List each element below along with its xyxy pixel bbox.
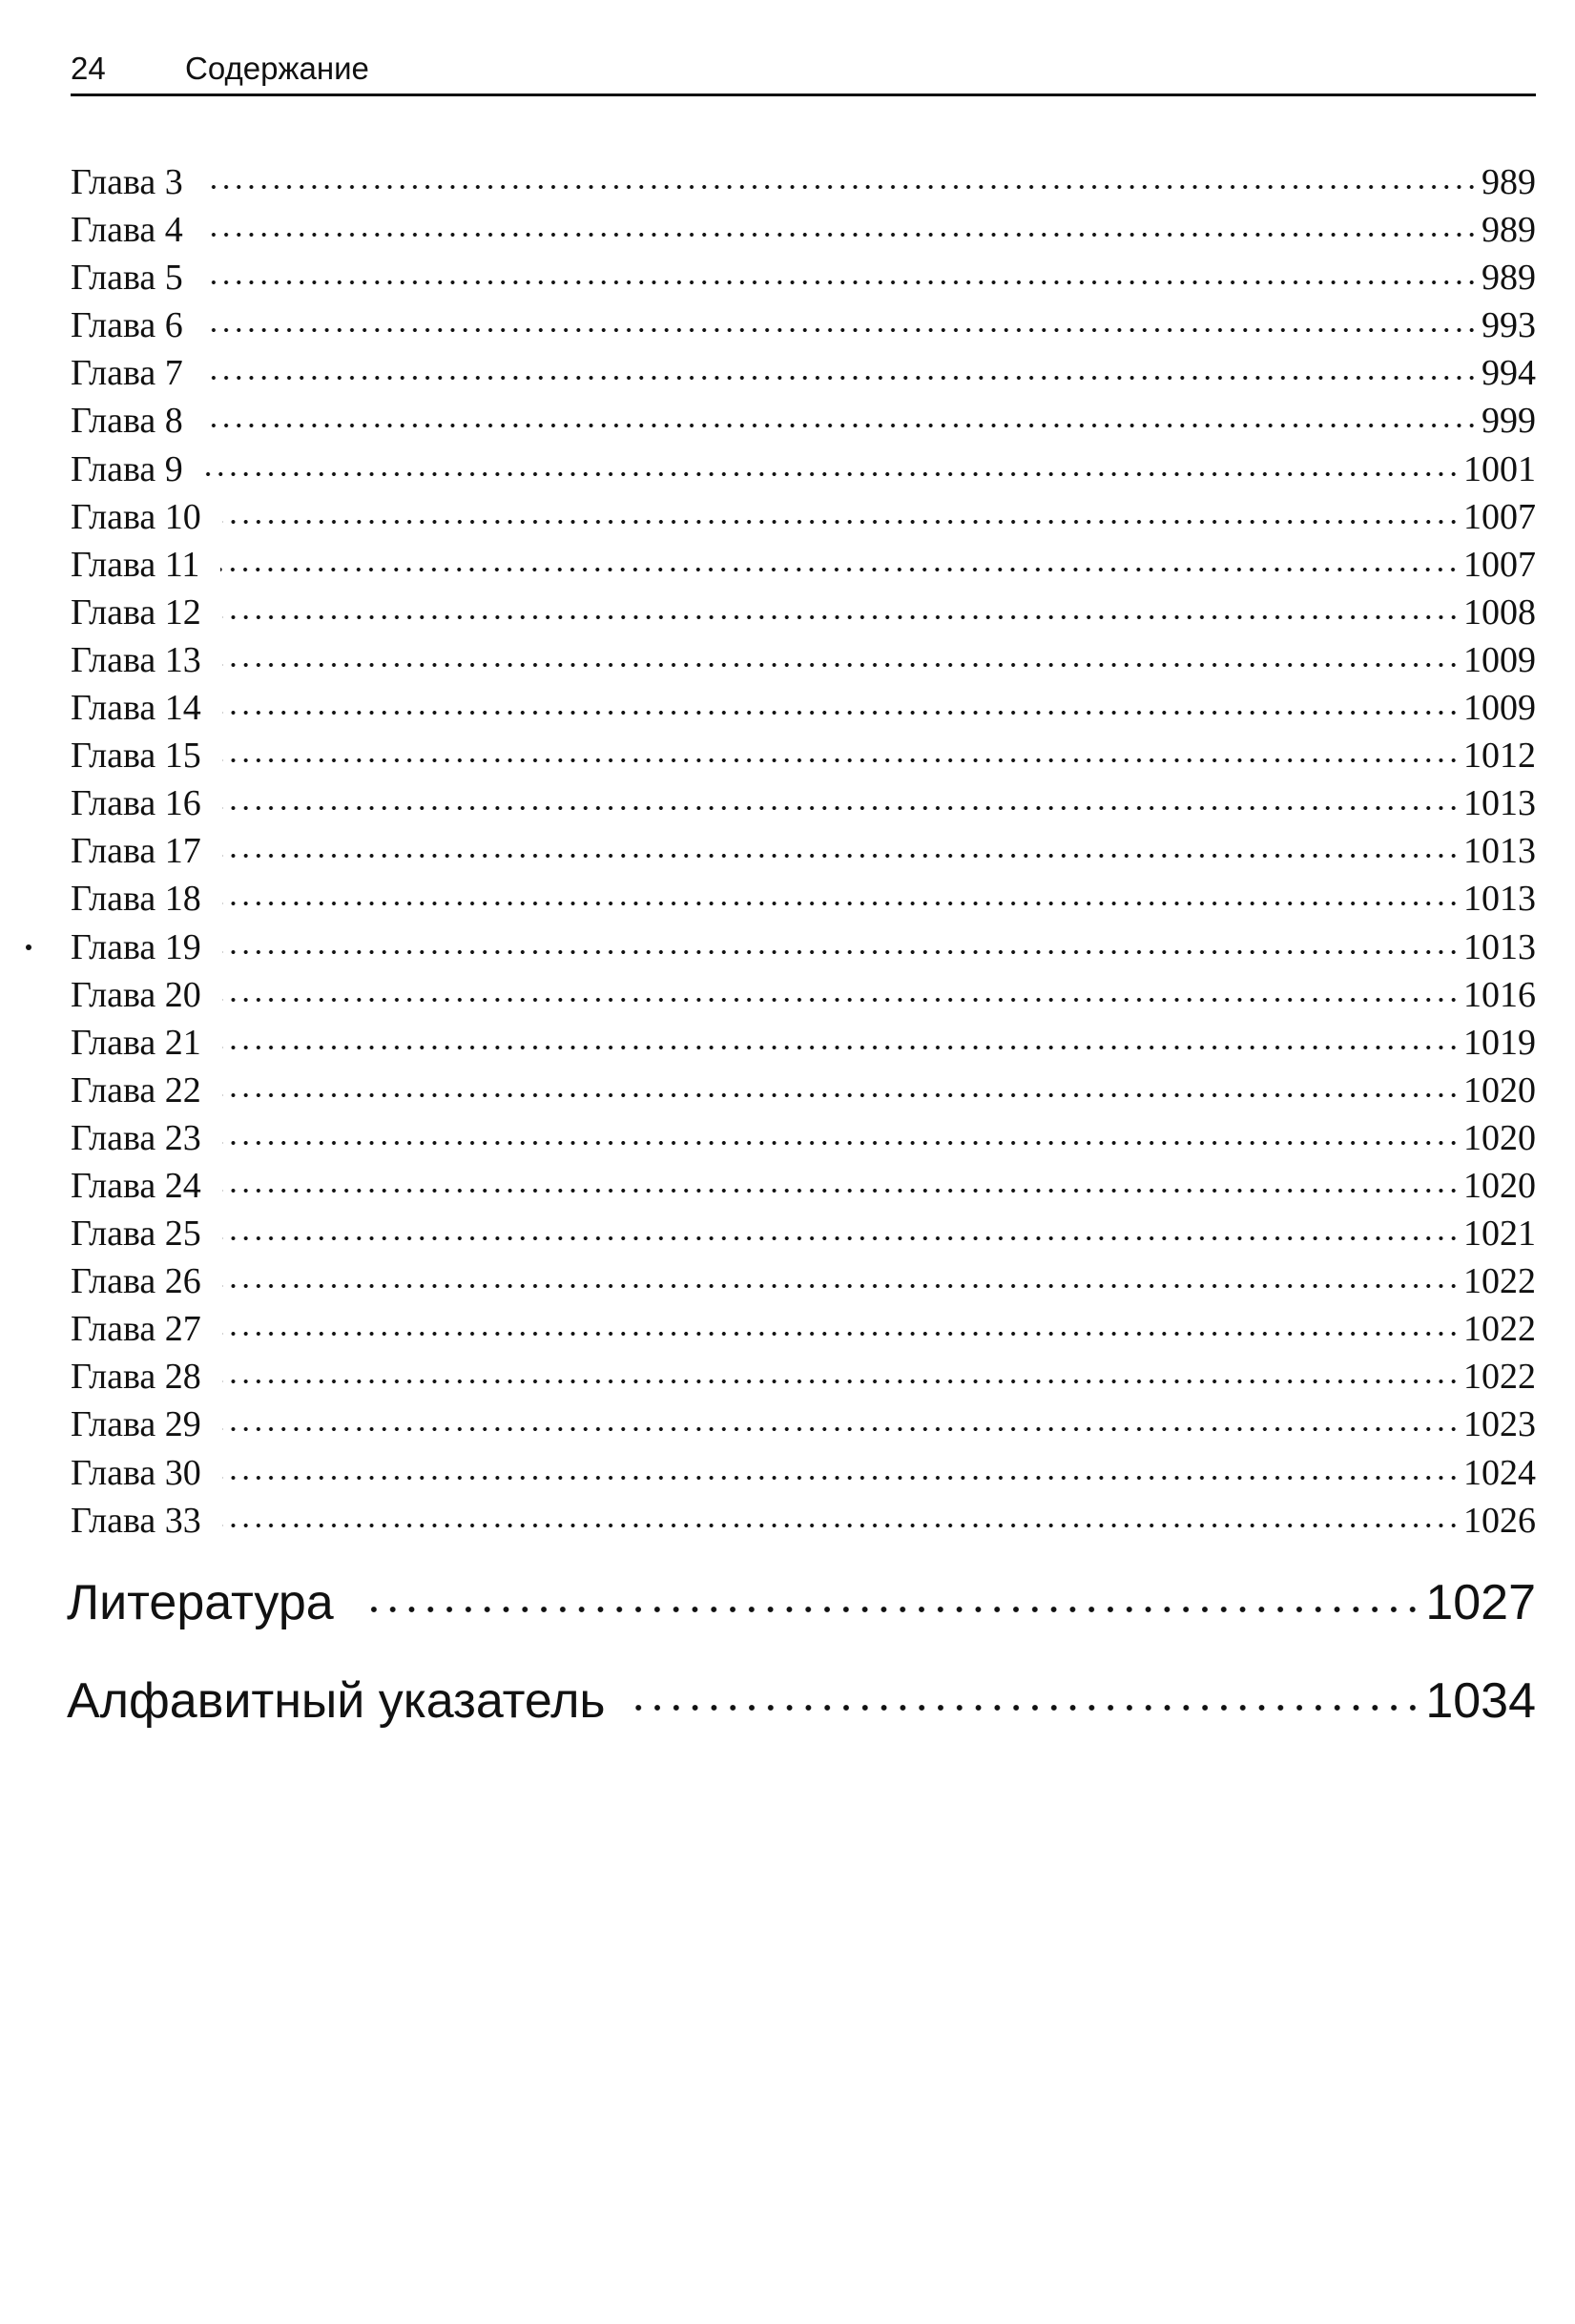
toc-entry-page: 1027	[1425, 1575, 1536, 1630]
toc-entry-page: 1013	[1463, 926, 1536, 967]
toc-entry-chapter[interactable]	[71, 397, 1536, 445]
toc-entry-page: 1007	[1463, 496, 1536, 537]
toc-entry-chapter[interactable]	[71, 254, 1536, 301]
toc-entry-label: Литература	[67, 1575, 334, 1630]
dot-leader	[222, 806, 1460, 810]
toc-entry-chapter[interactable]	[71, 875, 1536, 923]
toc-entry-label: Глава 19	[71, 926, 201, 967]
toc-entry-label: Глава 5	[71, 258, 183, 299]
toc-entry-page: 1024	[1463, 1452, 1536, 1493]
toc-entry-page: 1020	[1463, 1117, 1536, 1158]
toc-entry-label: Глава 28	[71, 1357, 201, 1398]
toc-entry-chapter[interactable]	[71, 1019, 1536, 1067]
dot-leader	[204, 185, 1478, 189]
toc-entry-page: 1019	[1463, 1022, 1536, 1063]
toc-entry-label: Глава 17	[71, 831, 201, 872]
toc-entry-page: 1013	[1463, 783, 1536, 824]
toc-entry-page: 993	[1482, 305, 1536, 346]
dot-leader	[222, 711, 1460, 715]
toc-entry-label: Глава 12	[71, 591, 201, 633]
toc-entry-chapter[interactable]	[71, 1210, 1536, 1257]
dot-leader	[222, 902, 1460, 905]
dot-leader	[222, 1476, 1460, 1480]
toc-entry-page: 1020	[1463, 1069, 1536, 1110]
dot-leader	[222, 1236, 1460, 1240]
toc-entry-page: 1022	[1463, 1309, 1536, 1350]
toc-entry-chapter[interactable]	[71, 971, 1536, 1019]
toc-entry-label: Глава 13	[71, 639, 201, 680]
toc-entry-page: 989	[1482, 258, 1536, 299]
toc-entry-chapter[interactable]	[71, 1401, 1536, 1448]
toc-entry-label: Глава 10	[71, 496, 201, 537]
toc-entry-page: 1026	[1463, 1500, 1536, 1541]
dot-leader	[222, 1284, 1460, 1288]
toc-entry-label: Алфавитный указатель	[67, 1673, 606, 1729]
toc-entry-chapter[interactable]	[71, 493, 1536, 541]
toc-entry-chapter[interactable]	[71, 827, 1536, 875]
dot-leader	[204, 233, 1478, 237]
dot-leader	[222, 950, 1460, 954]
toc-entry-page: 1001	[1463, 448, 1536, 489]
toc-entry-page: 1012	[1463, 736, 1536, 777]
toc-entry-literature[interactable]	[67, 1565, 1536, 1641]
dot-leader	[634, 1705, 1422, 1711]
dot-leader	[222, 1524, 1460, 1527]
toc-entry-chapter[interactable]	[71, 541, 1536, 589]
toc-entry-chapter[interactable]	[71, 1497, 1536, 1545]
toc-entry-chapter[interactable]	[71, 589, 1536, 636]
toc-entry-label: Глава 6	[71, 305, 183, 346]
toc-entry-label: Глава 23	[71, 1117, 201, 1158]
toc-entry-page: 1013	[1463, 879, 1536, 920]
toc-entry-label: Глава 26	[71, 1261, 201, 1302]
header-rule	[71, 93, 1536, 96]
dot-leader	[222, 1189, 1460, 1193]
toc-entry-page: 1016	[1463, 974, 1536, 1015]
toc-entry-chapter[interactable]	[71, 1114, 1536, 1162]
toc-entry-chapter[interactable]	[71, 158, 1536, 206]
toc-entry-label: Глава 9	[71, 448, 183, 489]
toc-entry-chapter[interactable]	[71, 301, 1536, 349]
toc-entry-label: Глава 30	[71, 1452, 201, 1493]
dot-leader	[222, 663, 1460, 667]
dot-leader	[222, 1141, 1460, 1145]
toc-entry-index[interactable]	[67, 1663, 1536, 1739]
dot-leader	[222, 615, 1460, 619]
toc-entry-label: Глава 22	[71, 1069, 201, 1110]
toc-entry-label: Глава 24	[71, 1165, 201, 1206]
toc-entry-page: 994	[1482, 353, 1536, 394]
toc-entry-chapter[interactable]	[71, 1067, 1536, 1114]
toc-entry-label: Глава 14	[71, 688, 201, 729]
toc-entry-chapter[interactable]	[71, 446, 1536, 493]
toc-entry-chapter[interactable]	[71, 1305, 1536, 1353]
dot-leader	[204, 328, 1478, 332]
toc-entry-label: Глава 21	[71, 1022, 201, 1063]
toc-entry-chapter[interactable]	[71, 1162, 1536, 1210]
toc-entry-page: 1020	[1463, 1165, 1536, 1206]
dot-leader	[204, 472, 1460, 476]
toc-entry-label: Глава 25	[71, 1214, 201, 1255]
dot-leader	[222, 1332, 1460, 1336]
dot-leader	[222, 1380, 1460, 1383]
toc-entry-label: Глава 29	[71, 1404, 201, 1445]
running-head	[71, 42, 1536, 95]
toc-entry-label: Глава 15	[71, 736, 201, 777]
toc-entry-label: Глава 33	[71, 1500, 201, 1541]
toc-entry-page: 1007	[1463, 544, 1536, 585]
toc-entry-chapter[interactable]	[71, 1449, 1536, 1497]
toc-entry-page: 1021	[1463, 1214, 1536, 1255]
toc-entry-page: 1008	[1463, 591, 1536, 633]
toc-entry-label: Глава 27	[71, 1309, 201, 1350]
toc-entry-chapter[interactable]	[71, 923, 1536, 971]
toc-entry-page: 989	[1482, 162, 1536, 202]
toc-chapter-list	[71, 158, 1536, 1545]
toc-entry-page: 1013	[1463, 831, 1536, 872]
dot-leader	[222, 1046, 1460, 1049]
dot-leader	[222, 998, 1460, 1002]
dot-leader	[222, 854, 1460, 858]
toc-entry-label: Глава 8	[71, 401, 183, 442]
dot-leader	[222, 520, 1460, 524]
toc-entry-chapter[interactable]	[71, 684, 1536, 732]
toc-entry-chapter[interactable]	[71, 779, 1536, 827]
toc-entry-label: Глава 7	[71, 353, 183, 394]
toc-entry-chapter[interactable]	[71, 1257, 1536, 1305]
dot-leader	[204, 280, 1478, 284]
toc-entry-chapter[interactable]	[71, 349, 1536, 397]
toc-entry-label: Глава 18	[71, 879, 201, 920]
toc-entry-chapter[interactable]	[71, 206, 1536, 254]
toc-entry-label: Глава 20	[71, 974, 201, 1015]
toc-entry-label: Глава 4	[71, 210, 183, 251]
toc-entry-page: 1022	[1463, 1261, 1536, 1302]
dot-leader	[222, 758, 1460, 762]
toc-entry-label: Глава 3	[71, 162, 183, 202]
toc-entry-chapter[interactable]	[71, 636, 1536, 684]
toc-entry-page: 999	[1482, 401, 1536, 442]
toc-entry-label: Глава 11	[71, 544, 200, 585]
dot-leader	[204, 424, 1478, 427]
margin-dot-mark	[26, 944, 31, 950]
toc-entry-page: 1034	[1425, 1673, 1536, 1729]
section-title: Содержание	[185, 51, 369, 86]
dot-leader	[220, 568, 1460, 571]
toc-entry-page: 989	[1482, 210, 1536, 251]
dot-leader	[222, 1427, 1460, 1431]
dot-leader	[222, 1093, 1460, 1097]
toc-entry-chapter[interactable]	[71, 732, 1536, 779]
toc-entry-page: 1023	[1463, 1404, 1536, 1445]
toc-entry-page: 1009	[1463, 639, 1536, 680]
dot-leader	[363, 1607, 1422, 1612]
toc-entry-page: 1022	[1463, 1357, 1536, 1398]
page-number: 24	[71, 51, 106, 86]
dot-leader	[204, 376, 1478, 380]
toc-entry-label: Глава 16	[71, 783, 201, 824]
toc-entry-chapter[interactable]	[71, 1353, 1536, 1401]
toc-entry-page: 1009	[1463, 688, 1536, 729]
